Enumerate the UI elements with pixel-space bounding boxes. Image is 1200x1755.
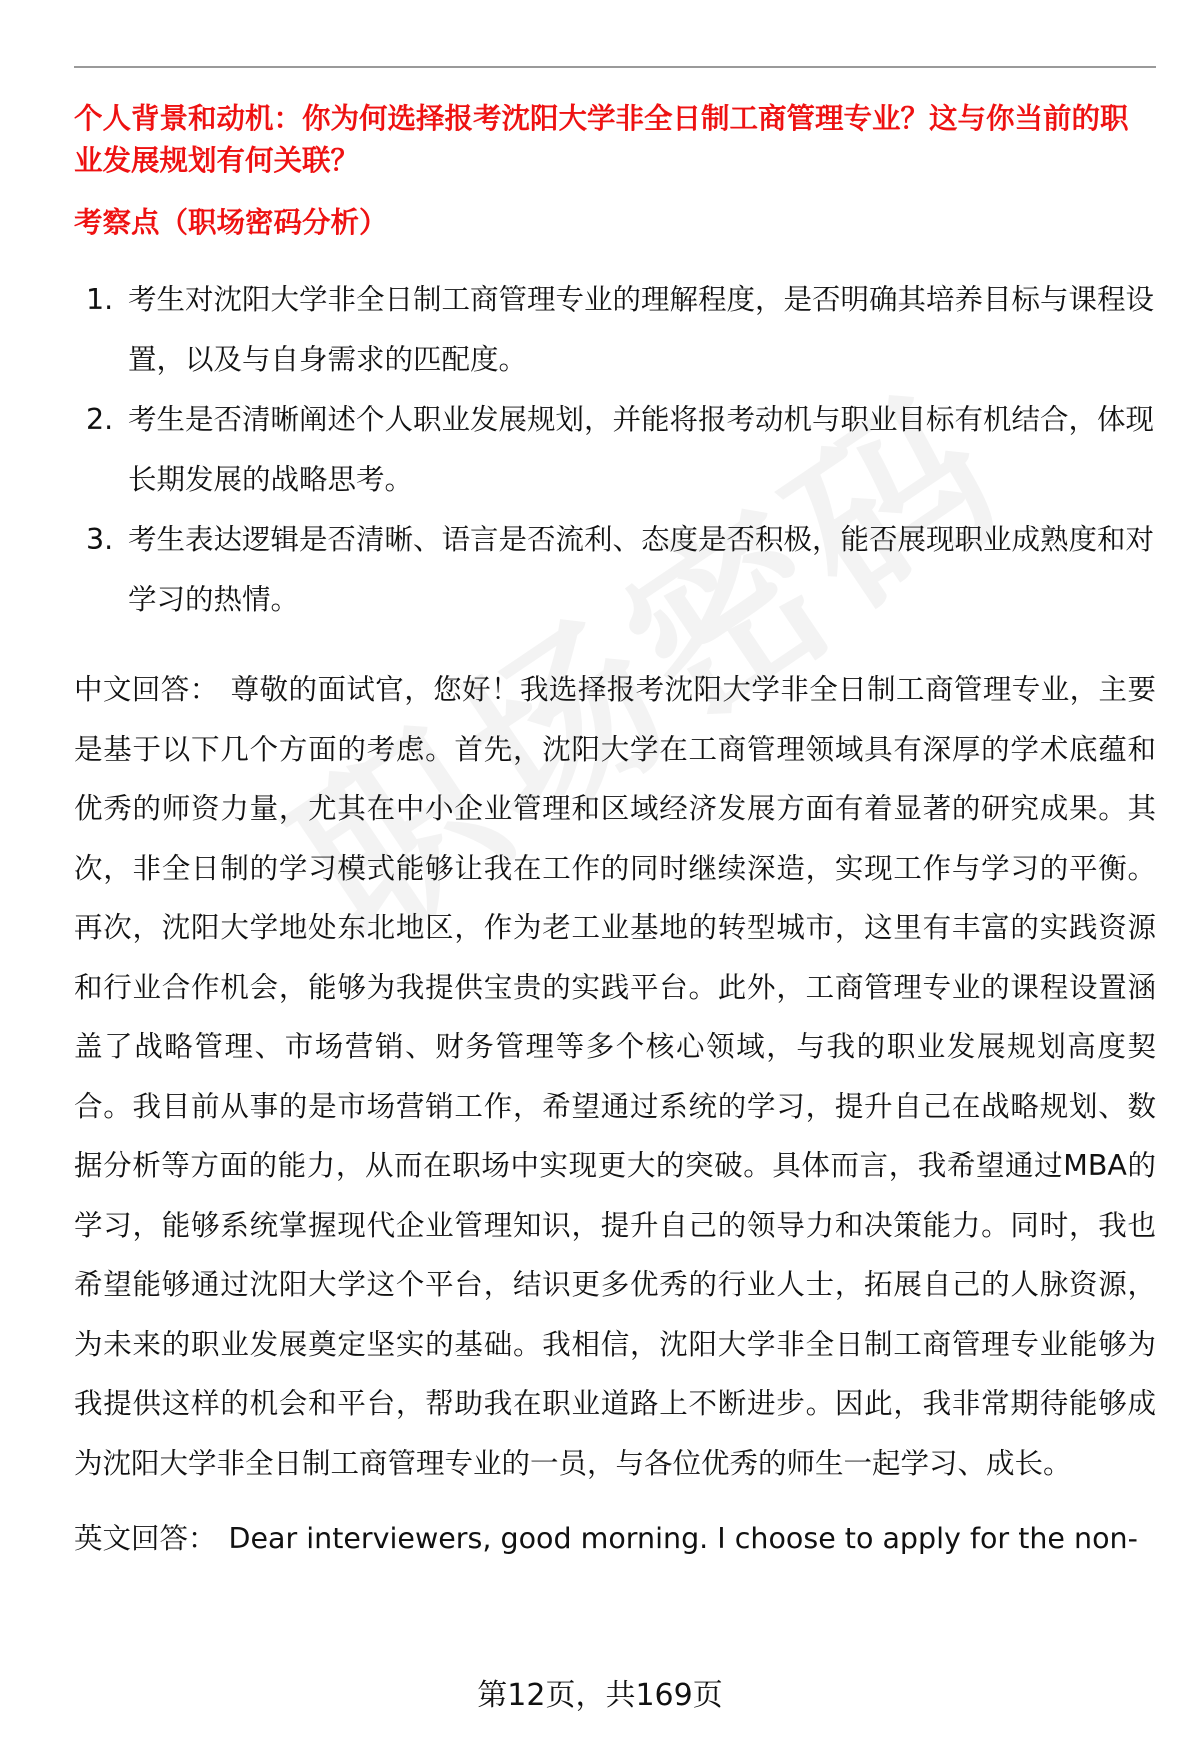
english-answer-text: Dear interviewers, good morning. I choose to apply for the non- — [228, 1522, 1138, 1555]
exam-points-heading: 考察点（职场密码分析） — [74, 206, 388, 239]
exam-point-text: 考生表达逻辑是否清晰、语言是否流利、态度是否积极，能否展现职业成熟度和对学习的热情。 — [128, 523, 1155, 616]
exam-points-list — [74, 270, 1156, 630]
exam-point-text: 考生是否清晰阐述个人职业发展规划，并能将报考动机与职业目标有机结合，体现长期发展的战略思考。 — [128, 403, 1155, 496]
page-number: 第12页，共169页 — [477, 1678, 723, 1713]
exam-point-number: 3. — [86, 523, 114, 556]
exam-point — [74, 270, 1156, 390]
chinese-answer-text: 尊敬的面试官，您好！我选择报考沈阳大学非全日制工商管理专业，主要是基于以下几个方面的考虑。首先，沈阳大学在工商管理领域具有深厚的学术底蕴和优秀的师资力量，尤其在中小企业管理和区域经济发展方面有着显著的研究成果。其次，非全日制的学习模式能够让我在工作的同时继续深造，实现工作与学习的平衡。再次，沈阳大学地处东北地区，作为老工业基地的转型城市，这里有丰富的实践资源和行业合作机会，能够为我提供宝贵的实践平台。此外，工商管理专业的课程设置涵盖了战略管理、市场营销、财务管理等多个核心领域，与我的职业发展规划高度契合。我目前从事的是市场营销工作，希望通过系统的学习，提升自己在战略规划、数据分析等方面的能力，从而在职场中实现更大的突破。具体而言，我希望通过MBA的学习，能够系统掌握现代企业管理知识，提升自己的领导力和决策能力。同时，我也希望能够通过沈阳大学这个平台，结识更多优秀的行业人士，拓展自己的人脉资源，为未来的职业发展奠定坚实的基础。我相信，沈阳大学非全日制工商管理专业能够为我提供这样的机会和平台，帮助我在职业道路上不断进步。因此，我非常期待能够成为沈阳大学非全日制工商管理专业的一员，与各位优秀的师生一起学习、成长。 — [74, 673, 1156, 1480]
header-rule — [74, 66, 1156, 68]
exam-point-number: 2. — [86, 403, 114, 436]
english-answer-label: 英文回答： — [74, 1522, 217, 1555]
exam-point — [74, 390, 1156, 510]
document-body — [74, 98, 1156, 1569]
chinese-answer — [74, 660, 1156, 1493]
exam-point-number: 1. — [86, 283, 114, 316]
exam-point — [74, 510, 1156, 630]
exam-point-text: 考生对沈阳大学非全日制工商管理专业的理解程度，是否明确其培养目标与课程设置，以及与自身需求的匹配度。 — [128, 283, 1155, 376]
question-heading: 个人背景和动机：你为何选择报考沈阳大学非全日制工商管理专业？这与你当前的职业发展规划有何关联？ — [74, 102, 1129, 177]
english-answer — [74, 1509, 1156, 1569]
chinese-answer-label: 中文回答： — [74, 673, 219, 706]
